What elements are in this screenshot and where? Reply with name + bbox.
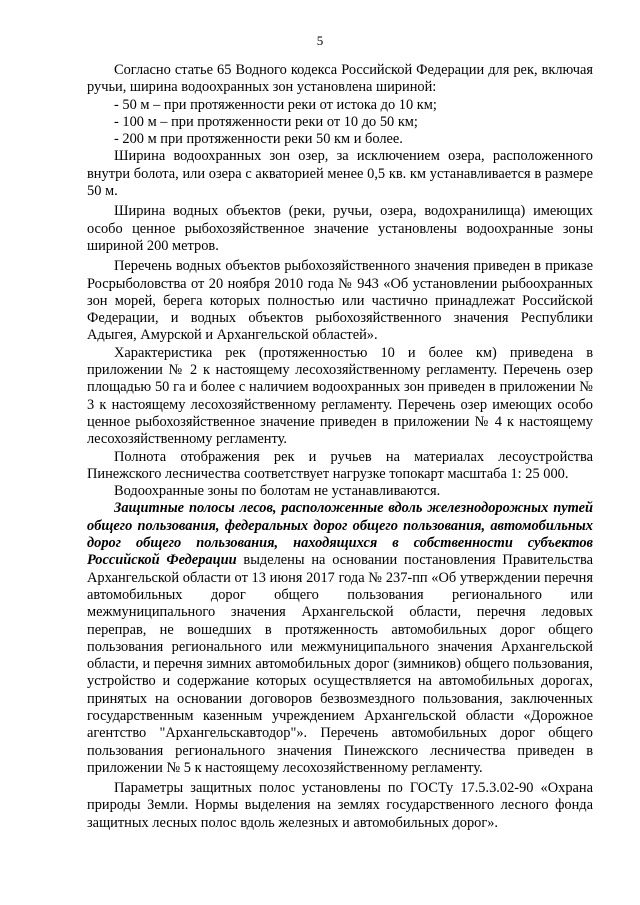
- paragraph-gost-parameters: Параметры защитных полос установлены по ГОСТу 17.5.3.02-90 «Охрана природы Земли. Нормы выделения на землях государственного лесного фонда защитных лесных полос вдоль железных и автомобильных дорог».: [87, 780, 593, 831]
- protective-strips-heading: Защитные полосы лесов, расположенные вдоль железнодорожных путей общего пользования, федеральных дорог общего пользования, автомобильных дорог общего пользования, находящихся в собственности субъектов Российской Федерации: [87, 500, 593, 569]
- list-item-50m: - 50 м – при протяженности реки от истока до 10 км;: [114, 96, 437, 113]
- paragraph-protective-strips: [87, 500, 593, 777]
- paragraph-fishery-width: Ширина водных объектов (реки, ручьи, озера, водохранилища) имеющих особо ценное рыбохозяйственное значение установлены водоохранные зоны шириной 200 метров.: [87, 203, 593, 254]
- list-item-200m: - 200 м при протяженности реки 50 км и более.: [114, 131, 403, 148]
- document-body: [87, 62, 593, 832]
- paragraph-rivers-characteristics: Характеристика рек (протяженностью 10 и более км) приведена в приложении № 2 к настоящему лесохозяйственному регламенту. Перечень озер площадью 50 га и более с наличием водоохранных зон приведен в приложении № 3 к настоящему лесохозяйственному регламенту. Перечень озер имеющих особо ценное рыбохозяйственное значение приведен в приложении № 4 к настоящему лесохозяйственному регламенту.: [87, 344, 593, 448]
- paragraph-bogs: Водоохранные зоны по болотам не устанавливаются.: [114, 483, 441, 500]
- paragraph-map-completeness: Полнота отображения рек и ручьев на материалах лесоустройства Пинежского лесничества соответствует нагрузке топокарт масштаба 1: 25 000.: [87, 448, 593, 482]
- page-number: 5: [316, 33, 324, 48]
- list-item-100m: - 100 м – при протяженности реки от 10 до 50 км;: [114, 113, 418, 130]
- paragraph-fishery-list: Перечень водных объектов рыбохозяйственного значения приведен в приказе Росрыболовства от 20 ноября 2010 года № 943 «Об установлении рыбоохранных зон морей, берега которых полностью или частично принадлежат Российской Федерации, и водных объектов рыбохозяйственного значения Республики Адыгея, Амурской и Архангельской областей».: [87, 258, 593, 344]
- paragraph-water-protection-rivers: Согласно статье 65 Водного кодекса Российской Федерации для рек, включая ручьи, ширина водоохранных зон установлена шириной:: [87, 62, 593, 96]
- paragraph-lakes-width: Ширина водоохранных зон озер, за исключением озера, расположенного внутри болота, или озера с акваторией менее 0,5 кв. км устанавливается в размере 50 м.: [87, 148, 593, 200]
- protective-strips-text: выделены на основании постановления Правительства Архангельской области от 13 июня 2017 года № 237-пп «Об утверждении перечня автомобильных дорог общего пользования регионального или межмуниципального значения Архангельской области, перечня ледовых переправ, не вошедших в протяженность автомобильных дорог общего пользования регионального или межмуниципального значения Архангельской области, и перечня зимних автомобильных дорог (зимников) общего пользования, устройство и содержание которых осуществляется на автомобильных дорогах, принятых на основании договоров безвозмездного пользования, заключенных государственным казенным учреждением Архангельской области «Дорожное агентство "Архангельскавтодор"». Перечень автомобильных дорог общего пользования регионального значения Пинежского лесничества приведен в приложении № 5 к настоящему лесохозяйственному регламенту.: [87, 552, 593, 776]
